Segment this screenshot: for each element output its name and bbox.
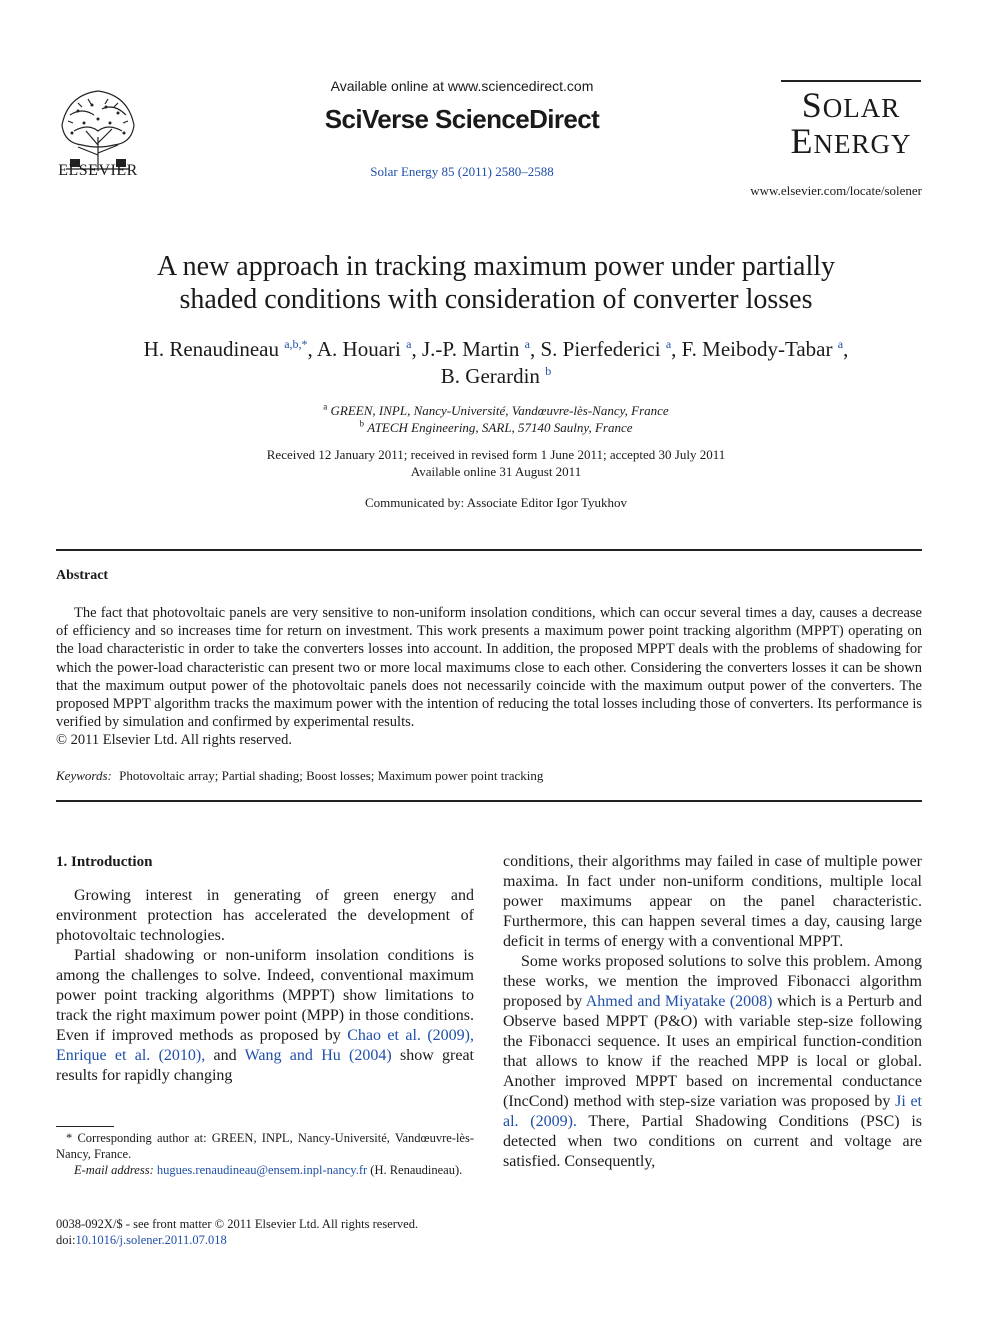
author-affil-sup[interactable]: a (406, 337, 412, 351)
doi-line: doi:10.1016/j.solener.2011.07.018 (56, 1233, 227, 1247)
journal-citation[interactable]: Solar Energy 85 (2011) 2580–2588 (370, 164, 554, 179)
journal-logo-line1 (781, 85, 921, 125)
journal-logo-cap-e: E (790, 121, 814, 161)
affiliations (100, 402, 892, 436)
journal-logo-rule (781, 80, 921, 82)
author-affil-sup[interactable]: a (524, 337, 530, 351)
article-dates (100, 446, 892, 480)
keywords (56, 768, 543, 784)
body-right-column (503, 852, 922, 1172)
affiliation: $^a$ GREEN, INPL, Nancy-Université, Vandœuvre-lès-Nancy, France (323, 401, 669, 418)
footnote (56, 1130, 474, 1178)
publisher-name: ELSEVIER (58, 162, 138, 179)
abstract-bottom-rule (56, 800, 922, 802)
reference-link[interactable]: Chao et al. (2009), Enrique et al. (2010), (56, 1027, 474, 1064)
journal-logo-rest-1: OLAR (822, 93, 901, 123)
reference-link[interactable]: Ji et al. (2009). (503, 1093, 923, 1130)
article-title (70, 250, 922, 316)
keywords-list: Photovoltaic array; Partial shading; Boost losses; Maximum power point tracking (119, 768, 544, 783)
keywords-label: Keywords: (56, 768, 112, 783)
abstract-heading: Abstract (56, 568, 109, 583)
email-note: E-mail address: hugues.renaudineau@ensem.inpl-nancy.fr (H. Renaudineau). (74, 1163, 463, 1177)
journal-logo-cap-s: S (801, 85, 823, 125)
reference-link[interactable]: Wang and Hu (2004) (244, 1047, 392, 1064)
author-affil-sup[interactable]: b (545, 364, 552, 378)
journal-logo-line2 (781, 121, 921, 161)
front-matter (56, 1216, 474, 1248)
author: A. Houari $^a$, (316, 337, 422, 361)
doi-link[interactable]: 10.1016/j.solener.2011.07.018 (75, 1233, 227, 1247)
author: J.-P. Martin $^a$, (421, 337, 541, 361)
available-online: Available online at www.sciencedirect.com (330, 78, 594, 94)
abstract-copyright: © 2011 Elsevier Ltd. All rights reserved. (56, 732, 292, 749)
author-affil-sup[interactable]: a,b,* (284, 337, 308, 351)
platform-name: SciVerse ScienceDirect (324, 104, 600, 134)
online-date: Available online 31 August 2011 (410, 464, 582, 479)
author-affil-sup[interactable]: a (665, 337, 672, 351)
author: H. Renaudineau $^{a,b,*}$, (143, 337, 317, 361)
affiliation: $^b$ ATECH Engineering, SARL, 57140 Saulny, France (359, 418, 633, 435)
title-line-1: A new approach in tracking maximum power under partially (156, 251, 835, 282)
author: S. Pierfederici $^a$, (540, 337, 682, 361)
body-left-column (56, 852, 474, 1086)
received-dates: Received 12 January 2011; received in revised form 1 June 2011; accepted 30 July 2011 (266, 447, 726, 462)
author: F. Meibody-Tabar $^a$, (681, 337, 849, 361)
footnote-rule (56, 1126, 114, 1127)
issn-line: 0038-092X/$ - see front matter © 2011 Elsevier Ltd. All rights reserved. (56, 1217, 419, 1231)
author-list (60, 336, 932, 390)
title-line-2: shaded conditions with consideration of converter losses (179, 284, 813, 315)
communicated-by: Communicated by: Associate Editor Igor Tyukhov (364, 495, 628, 510)
paragraph: Growing interest in generating of green energy and environment protection has accelerated the development of photovoltaic technologies. (56, 887, 474, 944)
journal-url[interactable]: www.elsevier.com/locate/solener (750, 183, 922, 198)
author-affil-sup[interactable]: a (837, 337, 844, 351)
abstract-body (56, 604, 922, 750)
abstract-text: The fact that photovoltaic panels are very sensitive to non-uniform insolation conditions, which can occur several times a day, causes a decrease of efficiency and so increases time for return on investment. This work presents a maximum power point tracking algorithm (MPPT) operating on the load characteristic in order to take the converters losses into account. In addition, the proposed MPPT deals with the problems of shadowing for which the power-load characteristic can present two or more local maximums close to each other. Considering the converters losses it can be shown that the maximum output power of the photovoltaic panels does not necessarily coincide with the maximum output power of the converters. The proposed MPPT algorithm tracks the maximum power with the intention of reducing the total losses including those of converters. Its performance is verified by simulation and confirmed by experimental results. (56, 605, 922, 731)
journal-logo-rest-2: NERGY (813, 129, 912, 159)
reference-link[interactable]: Ahmed and Miyatake (2008) (585, 993, 773, 1010)
author: B. Gerardin $^b$ (440, 364, 552, 388)
email-link[interactable]: hugues.renaudineau@ensem.inpl-nancy.fr (156, 1163, 368, 1177)
corresponding-author-note: * Corresponding author at: GREEN, INPL, Nancy-Université, Vandœuvre-lès-Nancy, France. (56, 1131, 474, 1161)
paragraph: conditions, their algorithms may failed in case of multiple power maxima. In fact under non-uniform conditions, multiple local power maximums appear on the panel characteristic. Furthermore, this can happen several times a day, causing large deficit in terms of energy with a conventional MPPT. (503, 853, 922, 950)
paragraph: Partial shadowing or non-uniform insolation conditions is among the challenges to solve. Indeed, conventional maximum power point tracking algorithms (MPPT) show limitations to track the right maximum power point (MPP) in those conditions. Even if improved methods as proposed by Chao et al. (2009), Enrique et al. (2010), and Wang and Hu (2004) show great results for rapidly changing (56, 947, 475, 1084)
abstract-top-rule (56, 549, 922, 551)
section-heading: 1. Introduction (56, 854, 153, 870)
paragraph: Some works proposed solutions to solve this problem. Among these works, we mention the improved Fibonacci algorithm proposed by Ahmed and Miyatake (2008) which is a Perturb and Observe based MPPT (P&O) with variable step-size following the Fibonacci sequence. It uses an empirical function-condition that allows to know if the reached MPP is local or global. Another improved MPPT based on incremental conductance (IncCond) method with step-size variation was proposed by Ji et al. (2009). There, Partial Shadowing Conditions (PSC) is detected when two conditions on current and voltage are satisfied. Consequently, (503, 953, 923, 1170)
